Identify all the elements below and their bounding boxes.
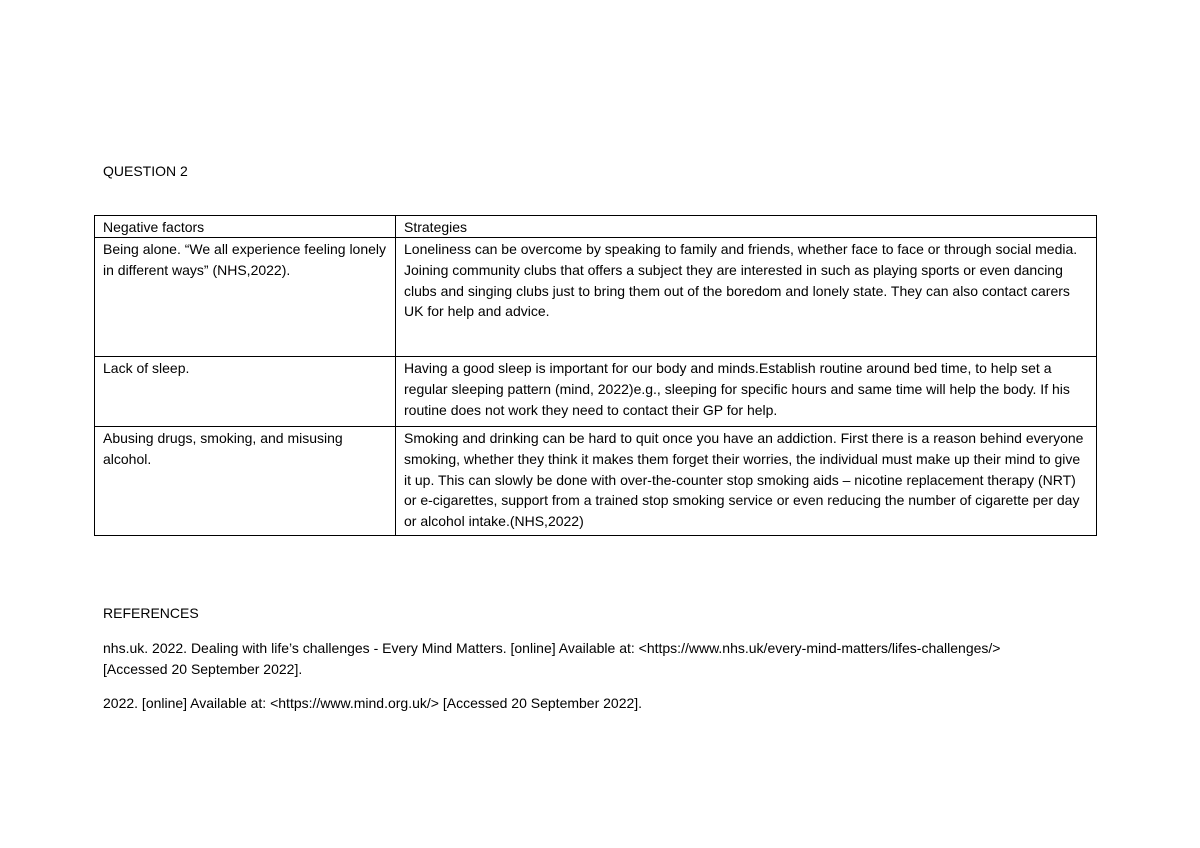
table-row xyxy=(95,238,1097,357)
reference-entry-mind: 2022. [online] Available at: <https://www.mind.org.uk/> [Accessed 20 September 2022]. xyxy=(103,695,643,711)
factor-cell: Being alone. “We all experience feeling lonely in different ways” (NHS,2022). xyxy=(95,238,396,357)
strategy-cell: Having a good sleep is important for our body and minds.Establish routine around bed time, to help set a regular sleeping pattern (mind, 2022)e.g., sleeping for specific hours and same time will help the body. If his routine does not work they need to contact their GP for help. xyxy=(396,357,1097,427)
table-header-row xyxy=(95,216,1097,238)
strategy-cell: Smoking and drinking can be hard to quit once you have an addiction. First there is a reason behind everyone smoking, whether they think it makes them forget their worries, the individual must make up their mind to give it up. This can slowly be done with over-the-counter stop smoking aids – nicotine replacement therapy (NRT) or e-cigarettes, support from a trained stop smoking service or even reducing the number of cigarette per day or alcohol intake.(NHS,2022) xyxy=(396,427,1097,536)
references-heading: REFERENCES xyxy=(103,605,199,621)
table-row xyxy=(95,357,1097,427)
reference-entry-nhs: nhs.uk. 2022. Dealing with life’s challenges - Every Mind Matters. [online] Available at: <https://www.nhs.uk/every-mind-matters/lifes-challenges/> [Accessed 20 September 2022]. xyxy=(103,640,1001,677)
header-strategies: Strategies xyxy=(396,216,1097,238)
factors-strategies-table xyxy=(94,215,1097,536)
header-negative-factors: Negative factors xyxy=(95,216,396,238)
strategy-cell: Loneliness can be overcome by speaking to family and friends, whether face to face or through social media. Joining community clubs that offers a subject they are interested in such as playing sports or even dancing clubs and singing clubs just to bring them out of the boredom and lonely state. They can also contact carers UK for help and advice. xyxy=(396,238,1097,357)
table-row xyxy=(95,427,1097,536)
factor-cell: Lack of sleep. xyxy=(95,357,396,427)
factor-cell: Abusing drugs, smoking, and misusing alcohol. xyxy=(95,427,396,536)
question-heading: QUESTION 2 xyxy=(103,163,188,179)
